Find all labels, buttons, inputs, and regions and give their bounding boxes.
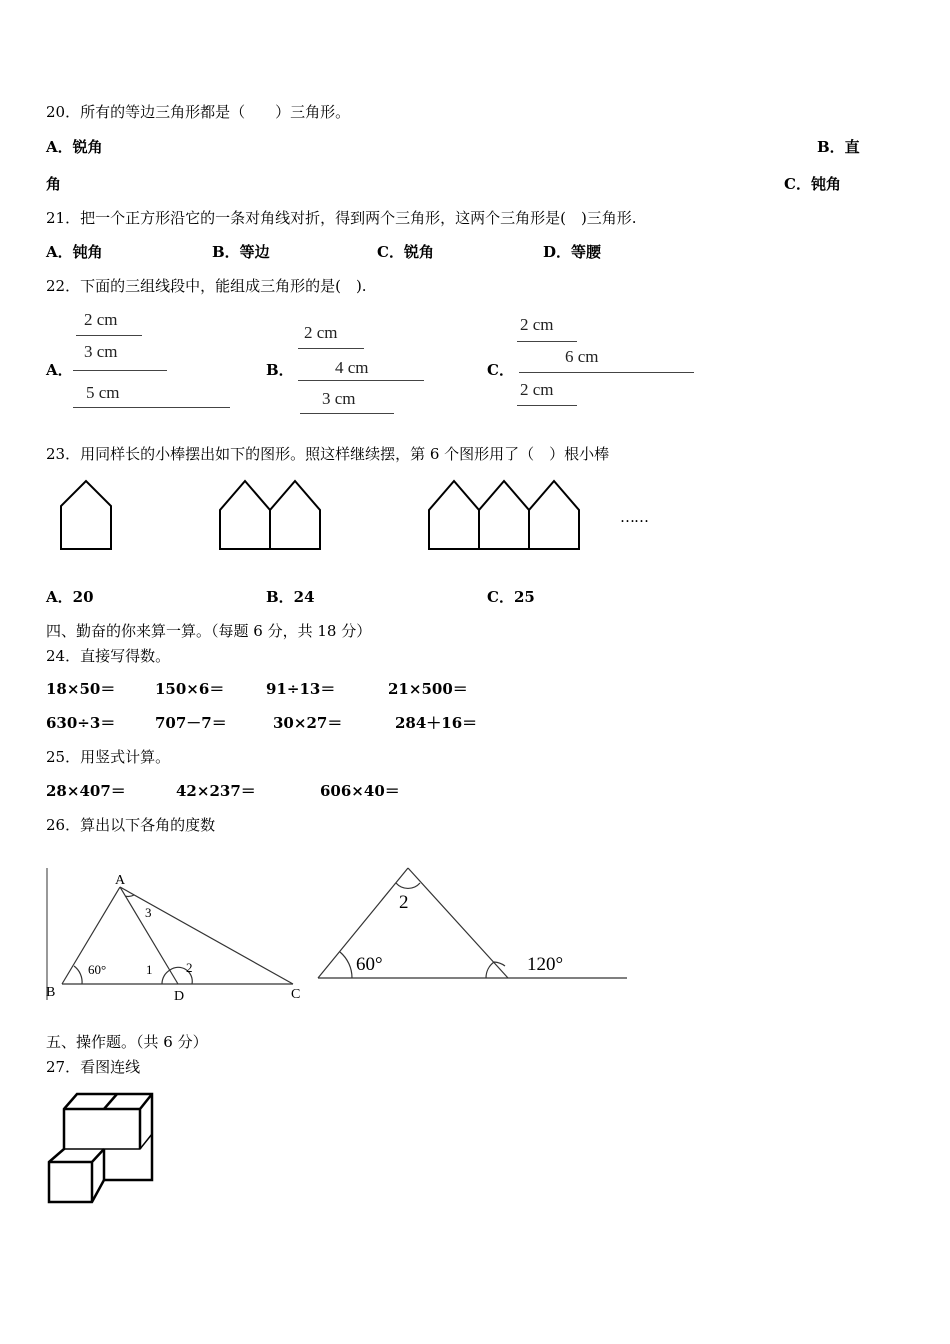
q24-item-8: 284＋16＝: [395, 714, 478, 732]
fig1-label-c: C: [291, 987, 301, 1002]
q25-item-1: 28×407＝: [46, 782, 126, 800]
q22-b-seg3-label: 3 cm: [322, 389, 356, 408]
q22-b-seg2-label: 4 cm: [335, 358, 369, 377]
section5-title: 五、操作题。（共 6 分）: [46, 1033, 208, 1051]
q25-item-2: 42×237＝: [176, 782, 256, 800]
q26-stem: 26．算出以下各角的度数: [46, 816, 216, 834]
section4-title: 四、勤奋的你来算一算。（每题 6 分，共 18 分）: [46, 622, 372, 640]
q24-item-2: 150×6＝: [155, 680, 225, 698]
fig1-angle-2: 2: [186, 960, 193, 975]
q23-ellipsis: ……: [620, 508, 648, 526]
q23-option-a[interactable]: A．20: [46, 588, 94, 606]
q21-option-b[interactable]: B．等边: [212, 243, 270, 261]
fig1-label-a: A: [115, 873, 126, 888]
q21-option-a[interactable]: A．钝角: [46, 243, 103, 261]
q24-item-6: 707－7＝: [155, 714, 227, 732]
q22-stem: 22．下面的三组线段中，能组成三角形的是( ).: [46, 277, 367, 295]
fig1-angle-b: 60°: [88, 962, 107, 977]
q23-option-c[interactable]: C．25: [487, 588, 535, 606]
q22-c-seg2-label: 6 cm: [565, 347, 599, 366]
q21-option-c[interactable]: C．锐角: [377, 243, 434, 261]
q20-option-b-wrap: 角: [46, 175, 62, 193]
fig1-label-b: B: [46, 985, 56, 1000]
q20-option-b[interactable]: B．直: [817, 138, 860, 156]
q22-option-c[interactable]: C．: [487, 361, 514, 379]
q25-item-3: 606×40＝: [320, 782, 400, 800]
q20-option-a[interactable]: A．锐角: [46, 138, 103, 156]
q22-a-seg2-label: 3 cm: [84, 342, 118, 361]
q22-c-seg1-label: 2 cm: [520, 315, 554, 334]
q24-item-7: 30×27＝: [273, 714, 343, 732]
q21-stem: 21．把一个正方形沿它的一条对角线对折，得到两个三角形，这两个三角形是( )三角形.: [46, 209, 637, 227]
fig1-angle-1: 1: [146, 962, 153, 977]
q24-item-3: 91÷13＝: [266, 680, 336, 698]
q25-stem: 25．用竖式计算。: [46, 748, 171, 766]
q24-item-5: 630÷3＝: [46, 714, 116, 732]
q20-stem: 20．所有的等边三角形都是（ ）三角形。: [46, 103, 351, 121]
q20-option-c[interactable]: C．钝角: [784, 175, 841, 193]
q22-b-seg1-label: 2 cm: [304, 323, 338, 342]
fig1-angle-3: 3: [145, 905, 152, 920]
q23-option-b[interactable]: B．24: [266, 588, 315, 606]
q22-a-seg3-label: 5 cm: [86, 383, 120, 402]
q22-option-a[interactable]: A．: [46, 361, 73, 379]
q24-item-1: 18×50＝: [46, 680, 116, 698]
q24-item-4: 21×500＝: [388, 680, 468, 698]
fig2-angle-left: 60°: [356, 954, 383, 975]
q22-a-seg1-label: 2 cm: [84, 310, 118, 329]
fig2-angle-ext: 120°: [527, 954, 564, 975]
q24-stem: 24．直接写得数。: [46, 647, 171, 665]
q22-option-b[interactable]: B．: [266, 361, 294, 379]
fig1-label-d: D: [174, 989, 185, 1004]
q27-stem: 27．看图连线: [46, 1058, 141, 1076]
q23-stem: 23．用同样长的小棒摆出如下的图形。照这样继续摆，第 6 个图形用了（ ）根小棒: [46, 445, 610, 463]
q22-c-seg3-label: 2 cm: [520, 380, 554, 399]
q21-option-d[interactable]: D．等腰: [543, 243, 602, 261]
fig2-angle-2: 2: [399, 892, 409, 913]
